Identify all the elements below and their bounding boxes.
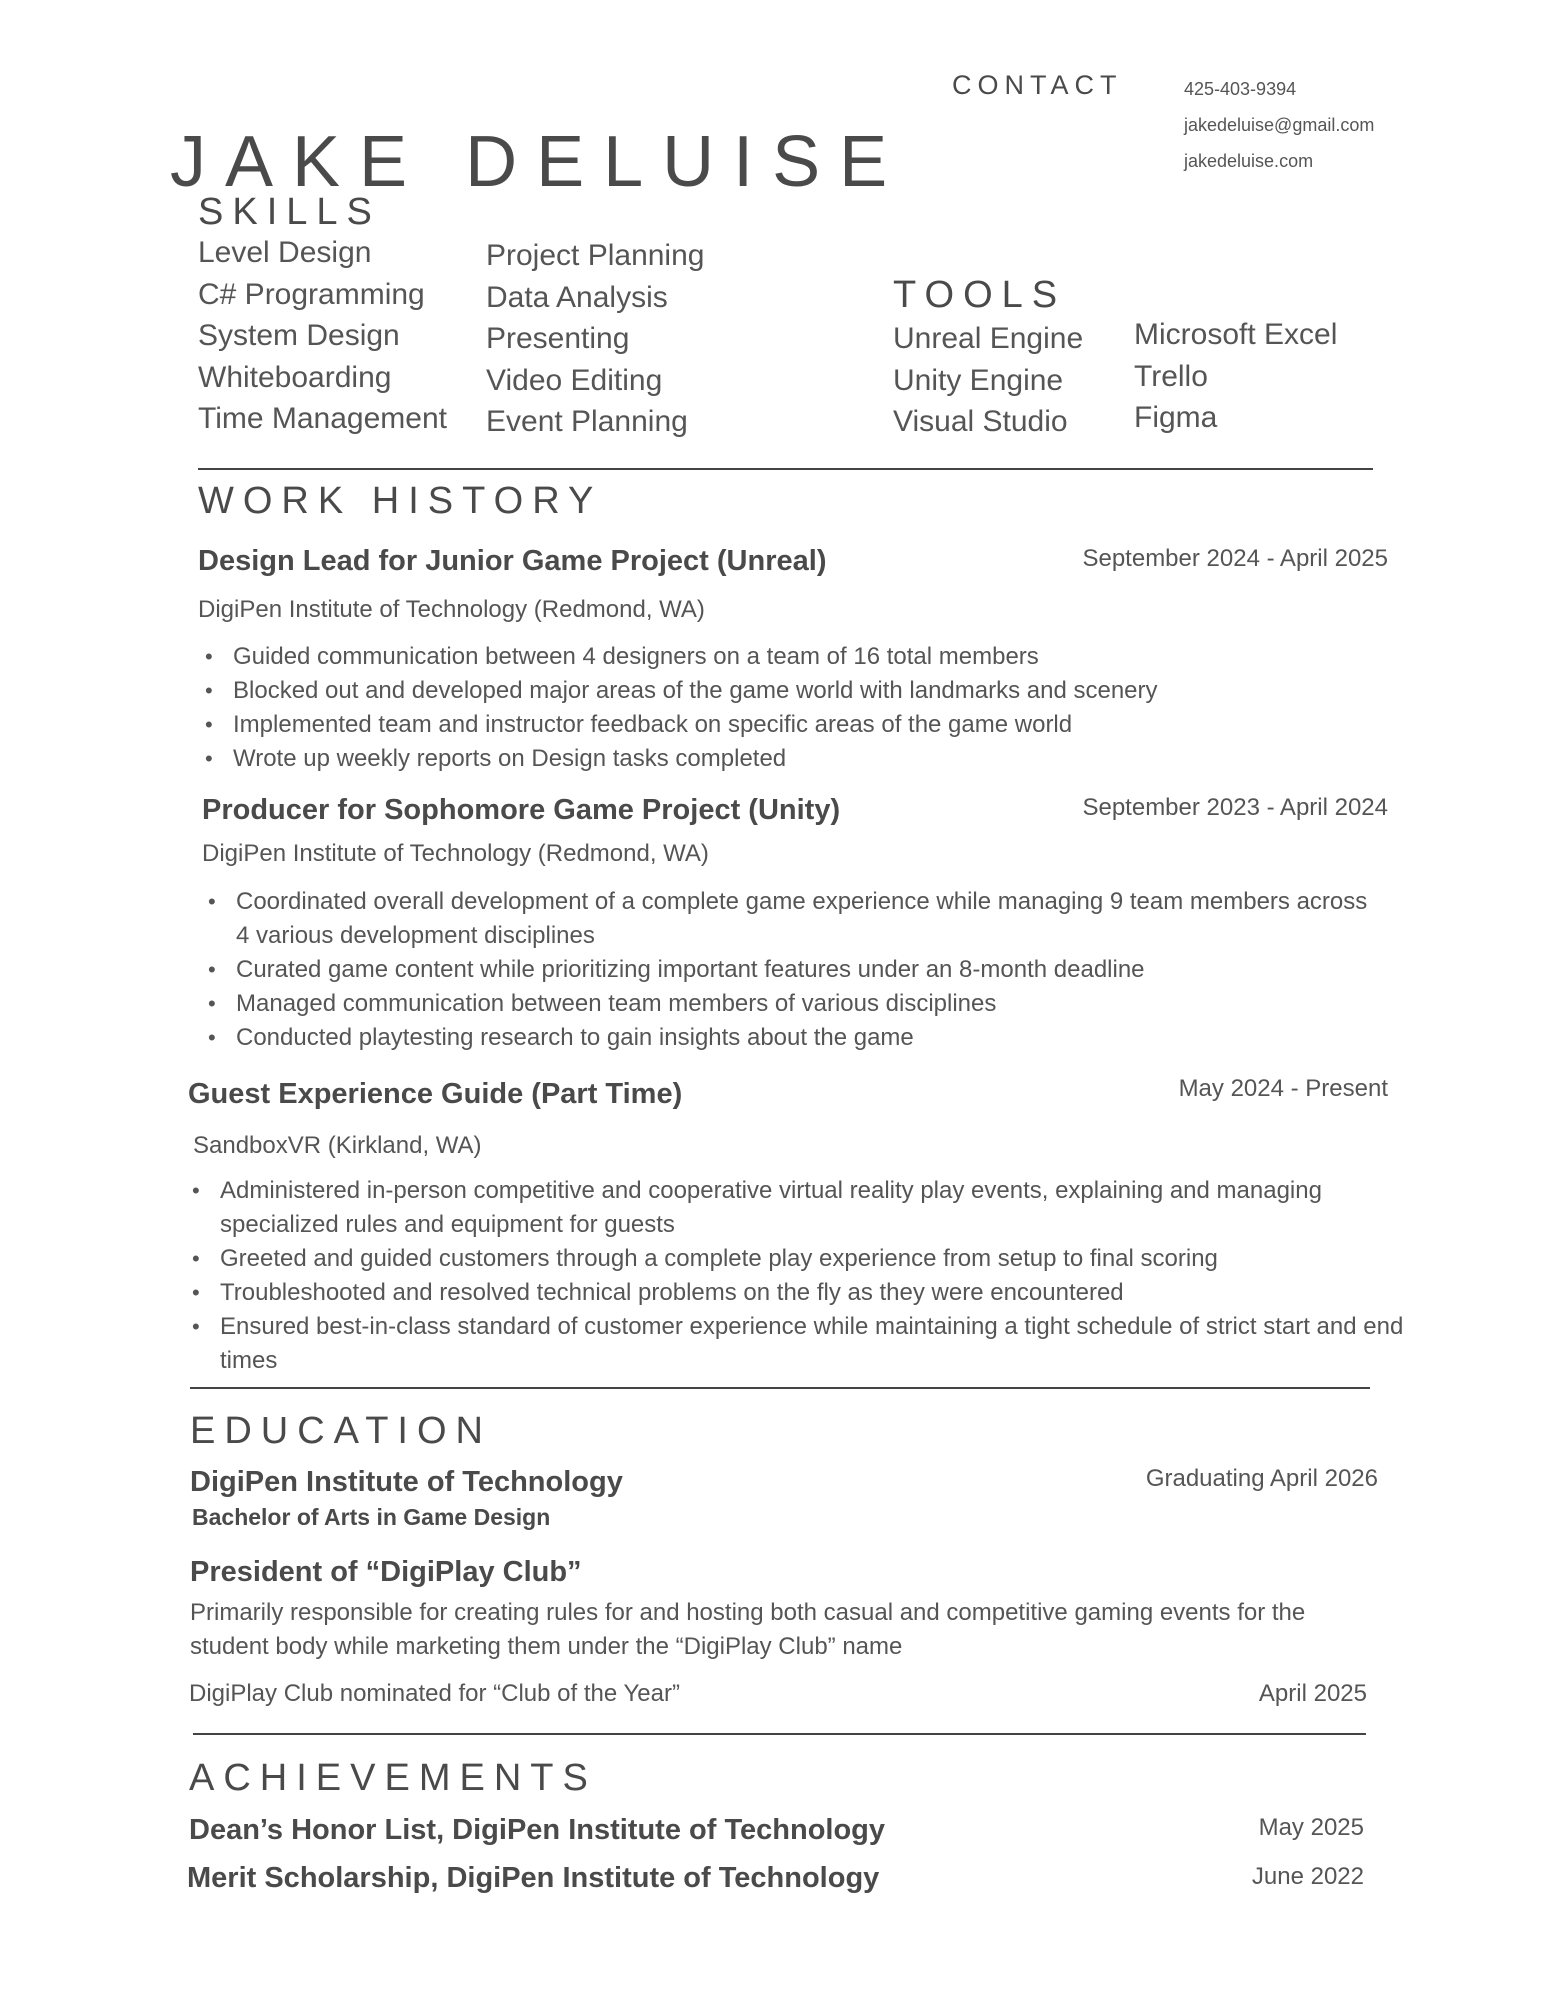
divider: [190, 1387, 1370, 1389]
club-nomination: DigiPlay Club nominated for “Club of the Year”: [189, 1680, 680, 1707]
candidate-name: JAKE DELUISE: [170, 122, 907, 203]
list-item: • Administered in-person competitive and cooperative virtual reality play events, explaining and managing specialized rules and equipment for guests: [220, 1174, 1410, 1242]
achievement-date: June 2022: [1251, 1863, 1364, 1890]
job-organization: SandboxVR (Kirkland, WA): [193, 1132, 482, 1159]
tool-item: Visual Studio: [893, 405, 1068, 438]
list-item: • Greeted and guided customers through a complete play experience from setup to final scoring: [220, 1242, 1410, 1276]
skills-heading: SKILLS: [198, 191, 381, 233]
school-name: DigiPen Institute of Technology: [190, 1466, 623, 1498]
job-organization: DigiPen Institute of Technology (Redmond, WA): [198, 596, 705, 623]
list-item: • Conducted playtesting research to gain insights about the game: [236, 1021, 1386, 1055]
skill-item: Presenting: [486, 322, 630, 355]
list-item: • Curated game content while prioritizing important features under an 8-month deadline: [236, 953, 1386, 987]
tool-item: Unity Engine: [893, 363, 1064, 397]
tools-heading: TOOLS: [893, 274, 1067, 316]
achievement-item: Dean’s Honor List, DigiPen Institute of Technology: [189, 1814, 886, 1846]
divider: [193, 1733, 1366, 1735]
contact-heading: CONTACT: [952, 70, 1123, 100]
degree: Bachelor of Arts in Game Design: [192, 1504, 551, 1530]
skills-column-1: [198, 232, 447, 440]
tool-item: Trello: [1134, 359, 1208, 393]
nomination-date: April 2025: [1258, 1680, 1367, 1707]
tools-column-1: [893, 318, 1083, 443]
skill-item: Whiteboarding: [198, 360, 392, 394]
job-dates: September 2023 - April 2024: [1082, 794, 1388, 821]
job-bullets: [186, 1174, 1410, 1378]
list-item: • Implemented team and instructor feedback on specific areas of the game world: [233, 708, 1393, 742]
contact-email[interactable]: jakedeluise@gmail.com: [1184, 115, 1375, 135]
list-item: • Blocked out and developed major areas of the game world with landmarks and scenery: [233, 674, 1393, 708]
tool-item: Figma: [1134, 401, 1218, 434]
skill-item: Video Editing: [486, 363, 663, 397]
club-title: President of “DigiPlay Club”: [190, 1556, 582, 1588]
skill-item: System Design: [198, 319, 400, 352]
skill-item: Time Management: [198, 402, 447, 435]
list-item: • Troubleshooted and resolved technical problems on the fly as they were encountered: [220, 1276, 1410, 1310]
list-item: • Coordinated overall development of a complete game experience while managing 9 team members across 4 various development disciplines: [236, 885, 1386, 953]
achievement-item: Merit Scholarship, DigiPen Institute of Technology: [187, 1862, 880, 1894]
job-dates: September 2024 - April 2025: [1082, 545, 1388, 572]
skills-column-2: [486, 235, 704, 443]
job-title: Guest Experience Guide (Part Time): [188, 1078, 683, 1110]
tool-item: Unreal Engine: [893, 322, 1084, 355]
contact-phone: 425-403-9394: [1184, 79, 1297, 99]
job-title: Producer for Sophomore Game Project (Unity): [202, 794, 841, 826]
divider: [198, 468, 1373, 470]
achievements-heading: ACHIEVEMENTS: [189, 1757, 597, 1799]
tool-item: Microsoft Excel: [1134, 318, 1338, 351]
job-organization: DigiPen Institute of Technology (Redmond, WA): [202, 840, 709, 867]
tools-column-2: [1134, 314, 1337, 439]
education-heading: EDUCATION: [190, 1410, 492, 1452]
skill-item: Project Planning: [486, 239, 705, 272]
job-bullets: [199, 640, 1393, 776]
job-title: Design Lead for Junior Game Project (Unreal): [198, 545, 827, 577]
job-bullets: [202, 885, 1386, 1055]
job-dates: May 2024 - Present: [1178, 1075, 1388, 1102]
list-item: • Managed communication between team members of various disciplines: [236, 987, 1386, 1021]
list-item: • Guided communication between 4 designers on a team of 16 total members: [233, 640, 1393, 674]
work-history-heading: WORK HISTORY: [198, 480, 603, 522]
list-item: • Ensured best-in-class standard of customer experience while maintaining a tight schedule of strict start and end times: [220, 1310, 1410, 1378]
skill-item: Event Planning: [486, 405, 688, 438]
club-description: Primarily responsible for creating rules for and hosting both casual and competitive gaming events for the student body while marketing them under the “DigiPlay Club” name: [190, 1599, 1306, 1660]
contact-website[interactable]: jakedeluise.com: [1184, 151, 1314, 171]
skill-item: Level Design: [198, 236, 372, 269]
skill-item: Data Analysis: [486, 280, 668, 314]
graduation-date: Graduating April 2026: [1145, 1465, 1378, 1492]
achievement-date: May 2025: [1258, 1814, 1364, 1841]
list-item: • Wrote up weekly reports on Design tasks completed: [233, 742, 1393, 776]
skill-item: C# Programming: [198, 277, 425, 311]
